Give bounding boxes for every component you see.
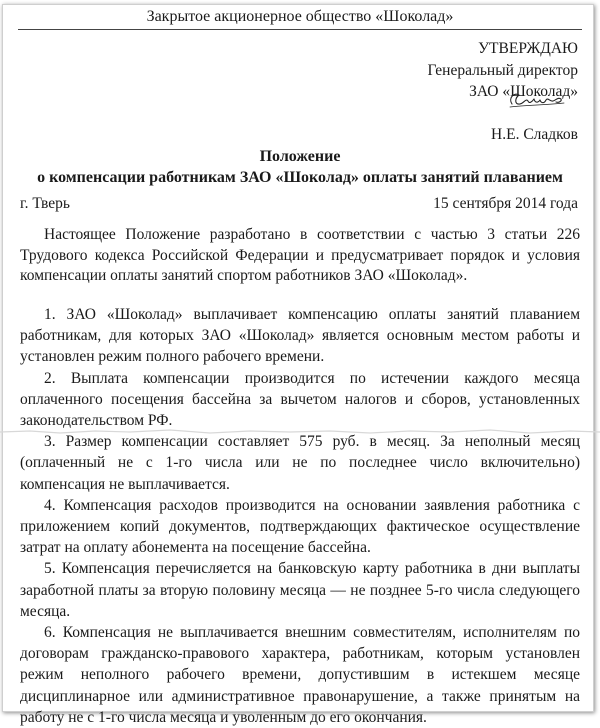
approver-company: ЗАО «Шоколад» xyxy=(469,83,578,100)
provision-item: 2. Выплата компенсации производится по истечении каждого месяца оплаченного посещения бассейна за вычетом налогов и сборов, установленных законодательством РФ. xyxy=(20,369,580,430)
document-title xyxy=(0,146,600,188)
document-date: 15 сентября 2014 года xyxy=(433,195,578,212)
organization-name: Закрытое акционерное общество «Шоколад» xyxy=(146,8,454,25)
provision-item: 4. Компенсация расходов производится на основании заявления работника с приложением копий документов, подтверждающих фактическое осуществление затрат на оплату абонемента на посещение бассейна. xyxy=(20,496,580,557)
header-rule xyxy=(18,29,582,30)
intro-paragraph: Настоящее Положение разработано в соответствии с частью 3 статьи 226 Трудового кодекса Российской Федерации и предусматривает порядок и условия компенсации оплаты занятий спортом работников ЗАО «Шоколад». xyxy=(20,226,580,284)
approver-position: Генеральный директор xyxy=(427,61,578,79)
provision-item: 3. Размер компенсации составляет 575 руб. в месяц. За неполный месяц (оплаченный не с 1-го числа или не по последнее число включительно) компенсация не выплачивается. xyxy=(20,433,580,493)
document-place: г. Тверь xyxy=(20,195,70,212)
approver-name: Н.Е. Сладков xyxy=(491,126,578,143)
title-line-2: о компенсации работникам ЗАО «Шоколад» оплаты занятий плаванием xyxy=(37,169,563,186)
title-line-1: Положение xyxy=(259,148,341,165)
provisions-list xyxy=(20,304,580,728)
provision-item: 6. Компенсация не выплачивается внешним совместителям, исполнителям по договорам гражданско-правового характера, работникам, которым установлен режим неполного рабочего времени, допустившим в истекшем месяце дисциплинарное или административное правонарушение, а также принятым на работу не с 1-го числа месяца и уволенным до его окончания. xyxy=(20,624,580,726)
signature xyxy=(506,89,568,111)
provision-item: 1. ЗАО «Шоколад» выплачивает компенсацию оплаты занятий плаванием работникам, для которых ЗАО «Шоколад» является основным местом работы и установлен режим полного рабочего времени. xyxy=(20,306,580,366)
approval-heading: УТВЕРЖДАЮ xyxy=(478,40,578,57)
provision-item: 5. Компенсация перечисляется на банковскую карту работника в дни выплаты заработной платы за вторую половину месяца — не позднее 5-го числа следующего месяца. xyxy=(20,560,580,620)
